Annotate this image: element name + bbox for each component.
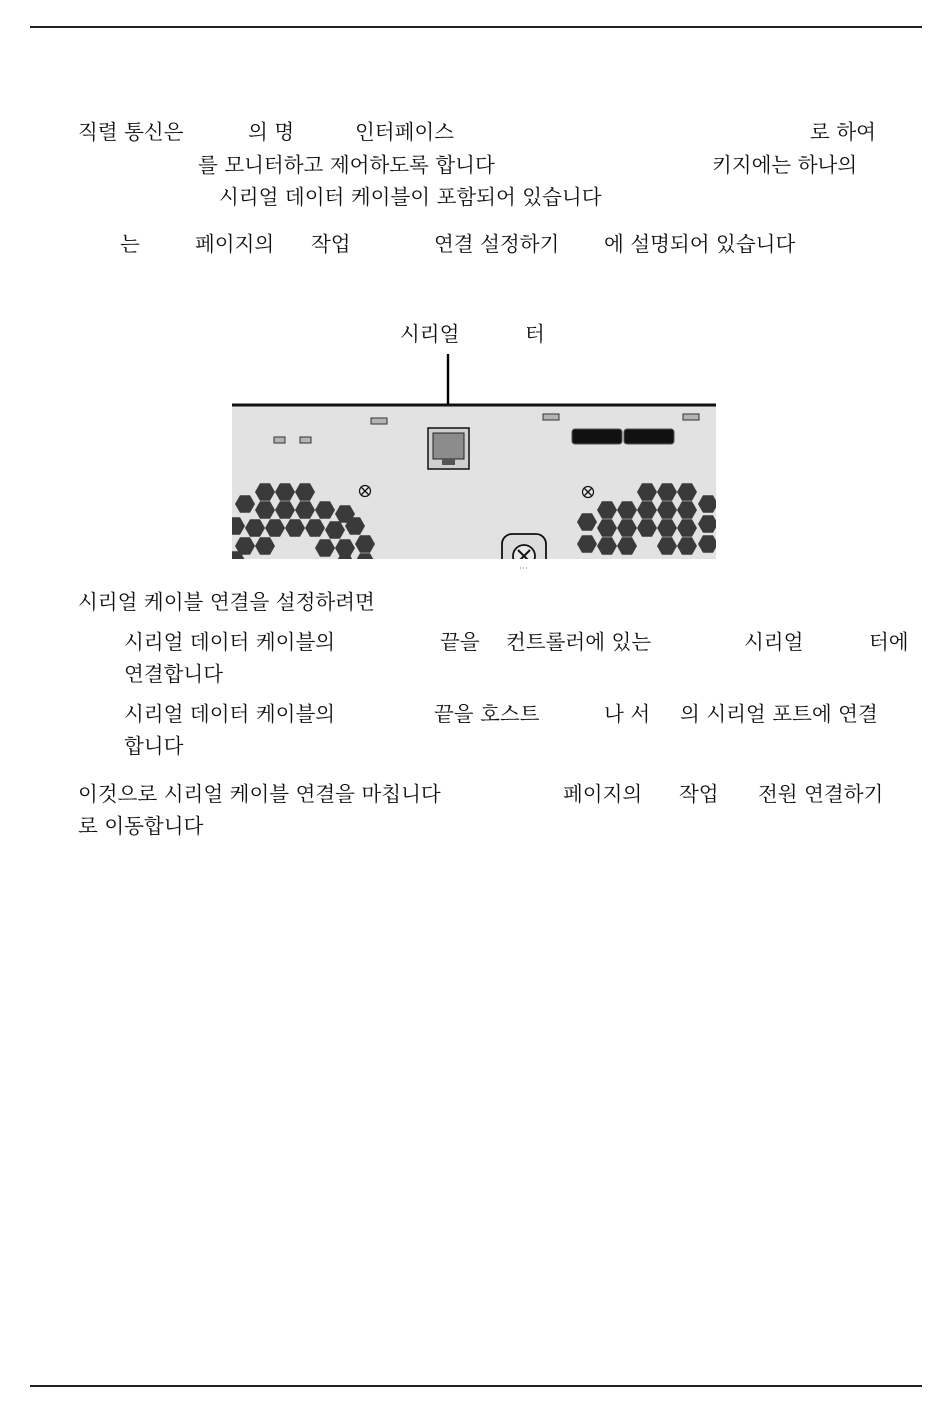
step-1-line2: 연결합니다 <box>124 662 224 686</box>
led-indicator <box>683 414 699 420</box>
closing-line2: 로 이동합니다 <box>78 814 204 838</box>
footer-rule <box>30 1385 922 1387</box>
connector-port <box>572 429 622 444</box>
connector-port <box>624 429 674 444</box>
led-indicator <box>543 414 559 420</box>
header-rule <box>30 26 922 28</box>
step-2-line2: 합니다 <box>124 734 184 758</box>
led-indicator <box>274 437 285 443</box>
led-indicator <box>300 437 311 443</box>
para1-line3: 시리얼 데이터 케이블이 포함되어 있습니다 <box>219 185 602 209</box>
figure-caption-right: 터 <box>525 322 545 346</box>
screw-icon <box>360 486 371 497</box>
led-indicator <box>371 418 387 424</box>
screw-icon <box>583 487 594 498</box>
thumbscrew-icon <box>502 534 546 572</box>
serial-port-icon <box>428 428 469 469</box>
figure-caption-left: 시리얼 <box>400 322 460 346</box>
controller-rear-panel-figure <box>232 400 716 572</box>
steps-intro: 시리얼 케이블 연결을 설정하려면 <box>78 590 375 614</box>
